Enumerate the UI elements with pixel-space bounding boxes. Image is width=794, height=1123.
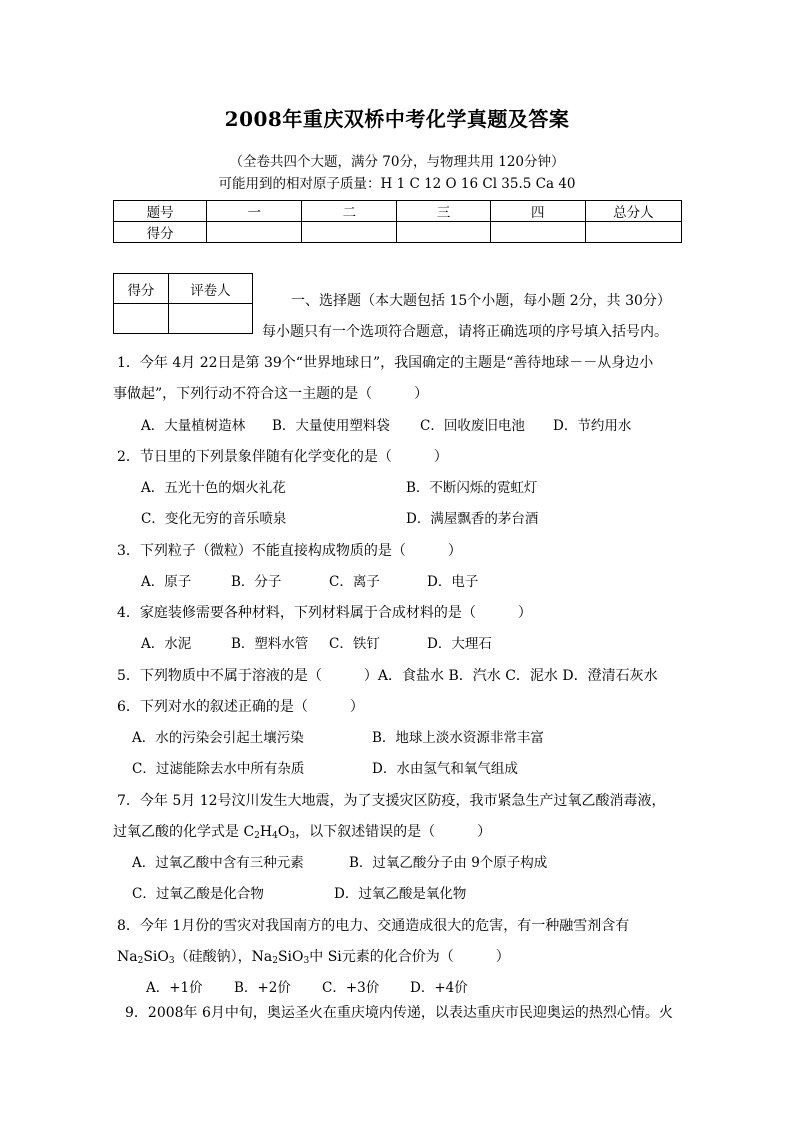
- option-b: B．大量使用塑料袋: [272, 418, 390, 434]
- question-3-stem: 3．下列粒子（微粒）不能直接构成物质的是（ ）: [117, 543, 462, 559]
- option-a: A．水泥: [141, 636, 192, 652]
- option-c: C．+3价: [322, 980, 380, 996]
- page-title: 2008年重庆双桥中考化学真题及答案: [224, 107, 570, 131]
- question-4-stem: 4．家庭装修需要各种材料，下列材料属于合成材料的是（ ）: [117, 605, 532, 621]
- option-a: A．原子: [141, 574, 192, 590]
- formula-part: O: [277, 824, 290, 840]
- question-1-line-2: 事做起”，下列行动不符合这一主题的是（ ）: [113, 386, 429, 402]
- score-cell[interactable]: [207, 222, 302, 243]
- option-b: B．+2价: [234, 980, 291, 996]
- option-b: B．地球上淡水资源非常丰富: [372, 730, 544, 746]
- subscript: 4: [272, 831, 278, 841]
- score-header-cell: 四: [490, 201, 585, 222]
- q7-text: 过氧乙酸的化学式是 C: [113, 824, 255, 840]
- section-instruction: 每小题只有一个选项符合题意，请将正确选项的序号填入括号内。: [262, 324, 668, 340]
- q8-text: （硅酸钠），Na: [174, 949, 273, 965]
- subscript: 2: [272, 956, 278, 966]
- score-table: [113, 200, 682, 243]
- option-a: A．过氧乙酸中含有三种元素: [132, 855, 304, 871]
- option-d: D．节约用水: [553, 418, 632, 434]
- option-d: D．水由氢气和氧气组成: [372, 761, 518, 777]
- option-c: C．过氧乙酸是化合物: [132, 886, 264, 902]
- option-c: C．变化无穷的音乐喷泉: [141, 511, 287, 527]
- q7-text: ，以下叙述错误的是（ ）: [295, 824, 492, 840]
- option-c: C．铁钉: [329, 636, 380, 652]
- question-6-stem: 6．下列对水的叙述正确的是（ ）: [117, 699, 364, 715]
- subscript: 3: [303, 956, 310, 966]
- subscript: 2: [137, 956, 144, 966]
- score-header-cell: 二: [302, 201, 397, 222]
- option-c: C．过滤能除去水中所有杂质: [132, 761, 305, 777]
- grader-name-cell[interactable]: [168, 304, 252, 334]
- question-8-line-1: 8．今年 1月份的雪灾对我国南方的电力、交通造成很大的危害，有一种融雪剂含有: [117, 918, 630, 934]
- subscript: 3: [289, 831, 296, 841]
- option-b: B．分子: [231, 574, 282, 590]
- question-7-line-1: 7．今年 5月 12号汶川发生大地震，为了支援灾区防疫，我市紧急生产过氧乙酸消毒液，: [117, 793, 666, 809]
- option-d: D．大理石: [427, 636, 492, 652]
- option-b: B．不断闪烁的霓虹灯: [406, 480, 538, 496]
- question-8-line-2: [117, 947, 510, 971]
- section-heading: 一、选择题（本大题包括 15个小题，每小题 2分，共 30分）: [291, 293, 671, 309]
- score-header-cell: 总分人: [585, 201, 681, 222]
- question-7-line-2: [113, 822, 491, 846]
- grader-score-cell[interactable]: [114, 304, 169, 334]
- option-b: B．塑料水管: [231, 636, 309, 652]
- grader-table: [113, 273, 253, 334]
- score-header-cell: 题号: [114, 201, 207, 222]
- option-d: D．电子: [427, 574, 479, 590]
- question-9-line-1: 9．2008年 6月中旬，奥运圣火在重庆境内传递，以表达重庆市民迎奥运的热烈心情。火: [125, 1005, 673, 1021]
- q8-text: 中 Si元素的化合价为（ ）: [309, 949, 510, 965]
- option-b: B．过氧乙酸分子由 9个原子构成: [349, 855, 548, 871]
- atomic-mass-line: 可能用到的相对原子质量：H 1 C 12 O 16 Cl 35.5 Ca 40: [218, 176, 576, 192]
- option-d: D．过氧乙酸是氧化物: [334, 886, 467, 902]
- option-c: C．离子: [329, 574, 380, 590]
- formula-part: SiO: [143, 949, 169, 965]
- option-c: C．回收废旧电池: [420, 418, 525, 434]
- option-a: A．大量植树造林: [141, 418, 246, 434]
- exam-subtitle: （全卷共四个大题，满分 70分，与物理共用 120分钟）: [229, 154, 565, 170]
- formula-part: SiO: [277, 949, 304, 965]
- grader-name-label: 评卷人: [168, 274, 252, 304]
- option-a: A．五光十色的烟火礼花: [141, 480, 286, 496]
- option-d: D．+4价: [410, 980, 468, 996]
- score-cell[interactable]: [397, 222, 490, 243]
- score-header-cell: 三: [397, 201, 490, 222]
- subscript: 3: [168, 956, 175, 966]
- formula-part: Na: [117, 949, 138, 965]
- question-2-stem: 2．节日里的下列景象伴随有化学变化的是（ ）: [117, 449, 448, 465]
- formula-part: H: [259, 824, 273, 840]
- score-row-label: 得分: [114, 222, 207, 243]
- option-a: A．+1价: [146, 980, 203, 996]
- grader-score-label: 得分: [114, 274, 169, 304]
- score-cell[interactable]: [302, 222, 397, 243]
- question-1-line-1: 1．今年 4月 22日是第 39个“世界地球日”，我国确定的主题是“善待地球－－从身边小: [117, 355, 654, 371]
- option-a: A．水的污染会引起土壤污染: [132, 730, 304, 746]
- score-cell[interactable]: [490, 222, 585, 243]
- subscript: 2: [254, 831, 260, 841]
- option-d: D．满屋飘香的茅台酒: [406, 511, 539, 527]
- question-5-stem: 5．下列物质中不属于溶液的是（ ）A．食盐水 B．汽水 C．泥水 D．澄清石灰水: [117, 668, 658, 684]
- score-cell[interactable]: [585, 222, 681, 243]
- score-header-cell: 一: [207, 201, 302, 222]
